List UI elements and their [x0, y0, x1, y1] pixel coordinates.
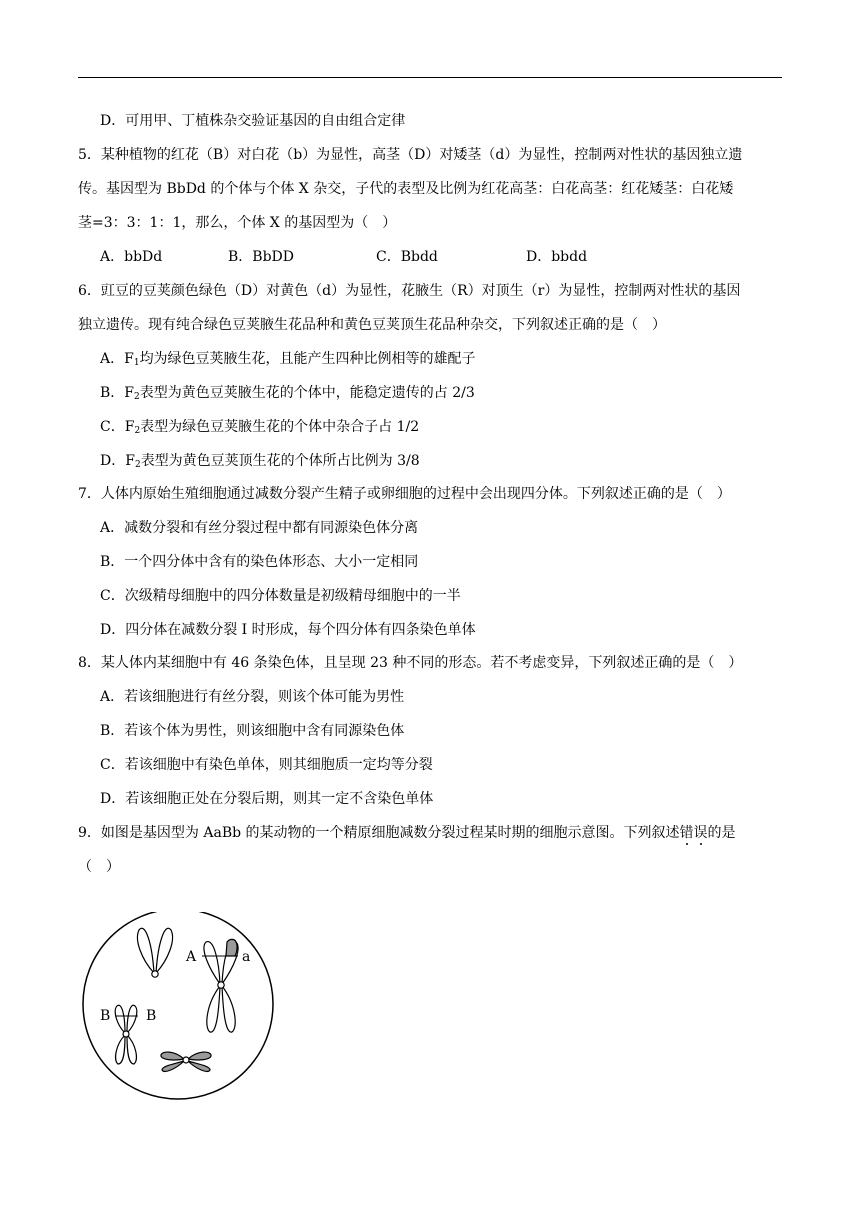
q9-stem-text: 9．如图是基因型为 AaBb 的某动物的一个精原细胞减数分裂过程某时期的细胞示意图。下列叙述 [78, 825, 680, 841]
q6-stem-line1: 6．豇豆的豆荚颜色绿色（D）对黄色（d）为显性，花腋生（R）对顶生（r）为显性，控制两对性状的基因 [78, 283, 741, 299]
label-allele-B-left: B [100, 1008, 111, 1024]
q6-option-b-text: 表型为黄色豆荚腋生花的个体中，能稳定遗传的占 2/3 [139, 385, 475, 401]
chromosome-bottom-gray [161, 1052, 211, 1071]
q6-option-d-sub: 2 [134, 460, 141, 470]
label-allele-A: A [186, 949, 197, 965]
q7-option-c: C．次级精母细胞中的四分体数量是初级精母细胞中的一半 [100, 588, 461, 604]
q6-option-a-prefix: A．F [100, 351, 134, 367]
q5-option-a: A．bbDd [100, 249, 163, 265]
q6-option-d-text: 表型为黄色豆荚顶生花的个体所占比例为 3/8 [140, 453, 420, 469]
q8-option-c: C．若该细胞中有染色单体，则其细胞质一定均等分裂 [100, 757, 433, 773]
q6-option-a [100, 349, 476, 369]
q7-stem: 7．人体内原始生殖细胞通过减数分裂产生精子或卵细胞的过程中会出现四分体。下列叙述正确的是（ ） [78, 486, 731, 502]
q6-option-c-prefix: C．F [100, 419, 135, 435]
q6-option-d-prefix: D．F [100, 453, 135, 469]
q6-option-c [100, 417, 419, 437]
q7-option-a: A．减数分裂和有丝分裂过程中都有同源染色体分离 [100, 520, 419, 536]
q6-option-b-sub: 2 [134, 392, 140, 402]
cell-diagram [78, 912, 278, 1102]
q5-stem-line2: 传。基因型为 BbDd 的个体与个体 X 杂交，子代的表型及比例为红花高茎：白花高茎：红花矮茎：白花矮 [78, 181, 734, 197]
q5-option-d: D．bbdd [526, 249, 588, 265]
q8-option-a: A．若该细胞进行有丝分裂，则该个体可能为男性 [100, 689, 405, 705]
q6-option-b-prefix: B．F [100, 385, 135, 401]
q6-option-c-text: 表型为绿色豆荚腋生花的个体中杂合子占 1/2 [140, 419, 420, 435]
q8-option-d: D．若该细胞正处在分裂后期，则其一定不含染色单体 [100, 791, 434, 807]
q6-option-a-sub: 1 [133, 358, 140, 368]
label-allele-B-right: B [146, 1008, 157, 1024]
chromosome-large-x [202, 939, 238, 1032]
q8-option-b: B．若该个体为男性，则该细胞中含有同源染色体 [100, 723, 405, 739]
q9-stem-suffix: 的是 [707, 825, 736, 841]
q5-option-c: C．Bbdd [376, 249, 438, 265]
q5-stem-line3: 茎=3：3：1：1，那么，个体 X 的基因型为（ ） [78, 215, 397, 231]
q9-stem-line1 [78, 823, 736, 843]
cell-membrane [83, 912, 273, 1099]
q6-option-a-text: 均为绿色豆荚腋生花，且能产生四种比例相等的雄配子 [139, 351, 476, 367]
header-rule [78, 77, 782, 78]
q6-option-b [100, 383, 475, 403]
q6-stem-line2: 独立遗传。现有纯合绿色豆荚腋生花品种和黄色豆荚顶生花品种杂交，下列叙述正确的是（ ） [78, 317, 666, 333]
q5-option-b: B．BbDD [228, 249, 294, 265]
q4-option-d: D．可用甲、丁植株杂交验证基因的自由组合定律 [100, 113, 406, 129]
chromosome-top-left [137, 928, 172, 977]
q6-option-c-sub: 2 [134, 426, 141, 436]
q8-stem: 8．某人体内某细胞中有 46 条染色体，且呈现 23 种不同的形态。若不考虑变异，下列叙述正确的是（ ） [78, 655, 743, 671]
q9-emphasis-char-1: 错 [679, 825, 694, 841]
q7-option-d: D．四分体在减数分裂 I 时形成，每个四分体有四条染色单体 [100, 622, 476, 638]
label-allele-a: a [242, 949, 251, 965]
q7-option-b: B．一个四分体中含有的染色体形态、大小一定相同 [100, 554, 419, 570]
q9-stem-line2: （ ） [78, 859, 120, 875]
q9-emphasis-char-2: 误 [693, 825, 708, 841]
chromosome-small-x [115, 1005, 138, 1064]
q6-option-d [100, 451, 420, 471]
q5-stem-line1: 5．某种植物的红花（B）对白花（b）为显性，高茎（D）对矮茎（d）为显性，控制两对性状的基因独立遗 [78, 147, 743, 163]
